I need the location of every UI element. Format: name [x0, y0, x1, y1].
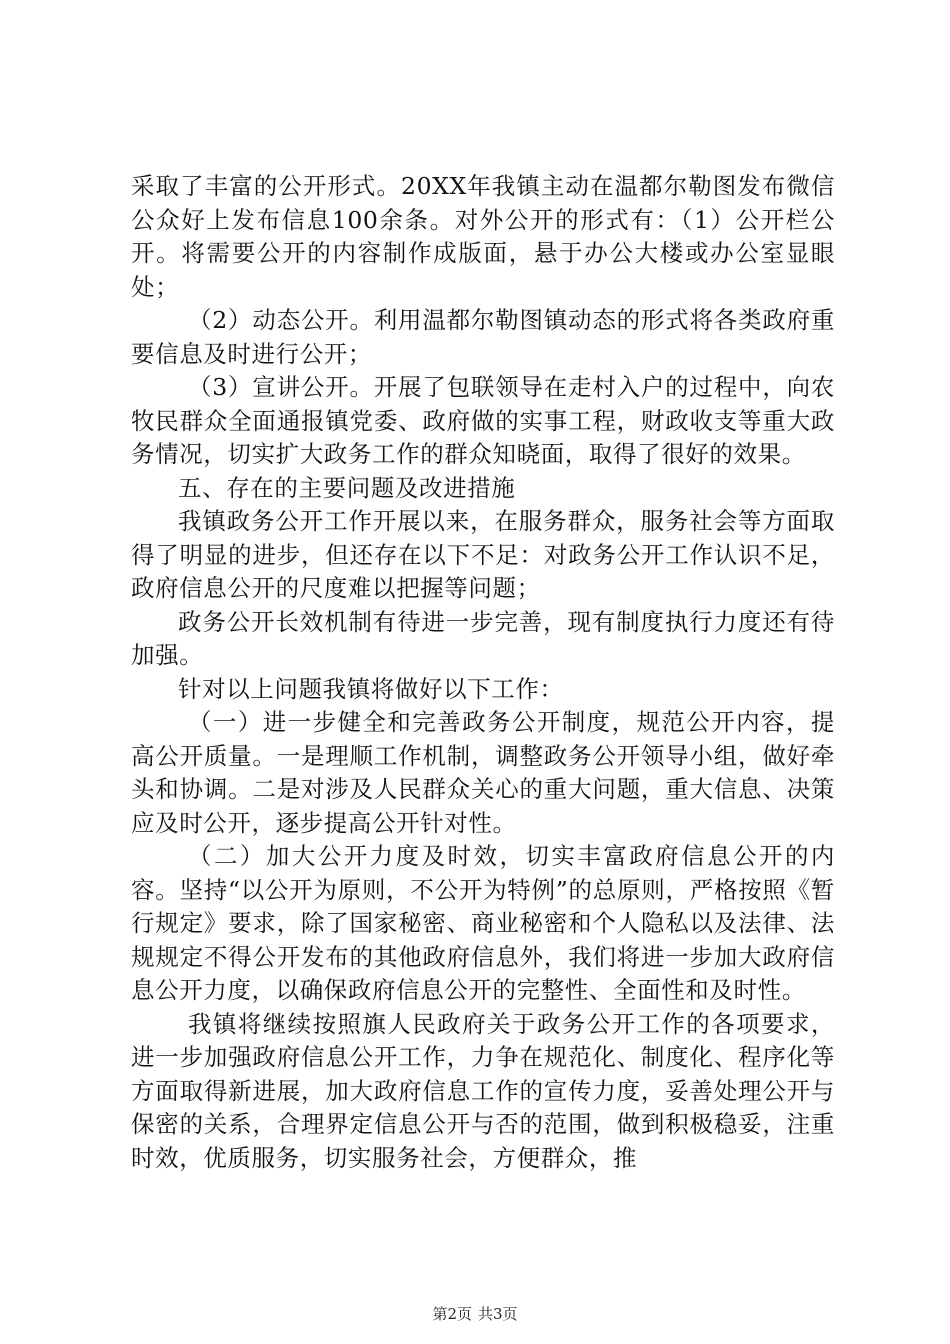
paragraph-publicity-forms: 采取了丰富的公开形式。20XX年我镇主动在温都尔勒图发布微信公众好上发布信息100余条。对外公开的形式有：（1）公开栏公开。将需要公开的内容制作成版面，悬于办公大楼或办公室显眼处； [131, 172, 835, 301]
page-total: 共3页 [478, 1305, 518, 1323]
page-number: 第2页 [432, 1305, 472, 1323]
page-footer [0, 1304, 950, 1324]
paragraph-mechanism: 政务公开长效机制有待进一步完善，现有制度执行力度还有待加强。 [131, 607, 835, 669]
paragraph-work-intro: 针对以上问题我镇将做好以下工作： [178, 674, 564, 703]
document-body [131, 170, 835, 1175]
paragraph-measure-one: （一）进一步健全和完善政务公开制度，规范公开内容，提高公开质量。一是理顺工作机制，调整政务公开领导小组，做好牵头和协调。二是对涉及人民群众关心的重大问题，重大信息、决策应及时公开，逐步提高公开针对性。 [131, 708, 835, 837]
paragraph-measure-two: （二）加大公开力度及时效，切实丰富政府信息公开的内容。坚持“以公开为原则，不公开为特例”的总原则，严格按照《暂行规定》要求，除了国家秘密、商业秘密和个人隐私以及法律、法规规定不得公开发布的其他政府信息外，我们将进一步加大政府信息公开力度，以确保政府信息公开的完整性、全面性和及时性。 [131, 842, 835, 1004]
paragraph-conclusion: 我镇将继续按照旗人民政府关于政务公开工作的各项要求，进一步加强政府信息公开工作，力争在规范化、制度化、程序化等方面取得新进展，加大政府信息工作的宣传力度，妥善处理公开与保密的关系，合理界定信息公开与否的范围，做到积极稳妥，注重时效，优质服务，切实服务社会，方便群众，推 [131, 1009, 835, 1172]
paragraph-shortcomings: 我镇政务公开工作开展以来，在服务群众，服务社会等方面取得了明显的进步，但还存在以下不足：对政务公开工作认识不足，政府信息公开的尺度难以把握等问题； [131, 507, 835, 602]
paragraph-dynamic-publicity: （2）动态公开。利用温都尔勒图镇动态的形式将各类政府重要信息及时进行公开； [131, 306, 835, 368]
paragraph-lecture-publicity: （3）宣讲公开。开展了包联领导在走村入户的过程中，向农牧民群众全面通报镇党委、政府做的实事工程，财政收支等重大政务情况，切实扩大政务工作的群众知晓面，取得了很好的效果。 [131, 373, 835, 468]
section-heading-problems: 五、存在的主要问题及改进措施 [178, 473, 516, 502]
